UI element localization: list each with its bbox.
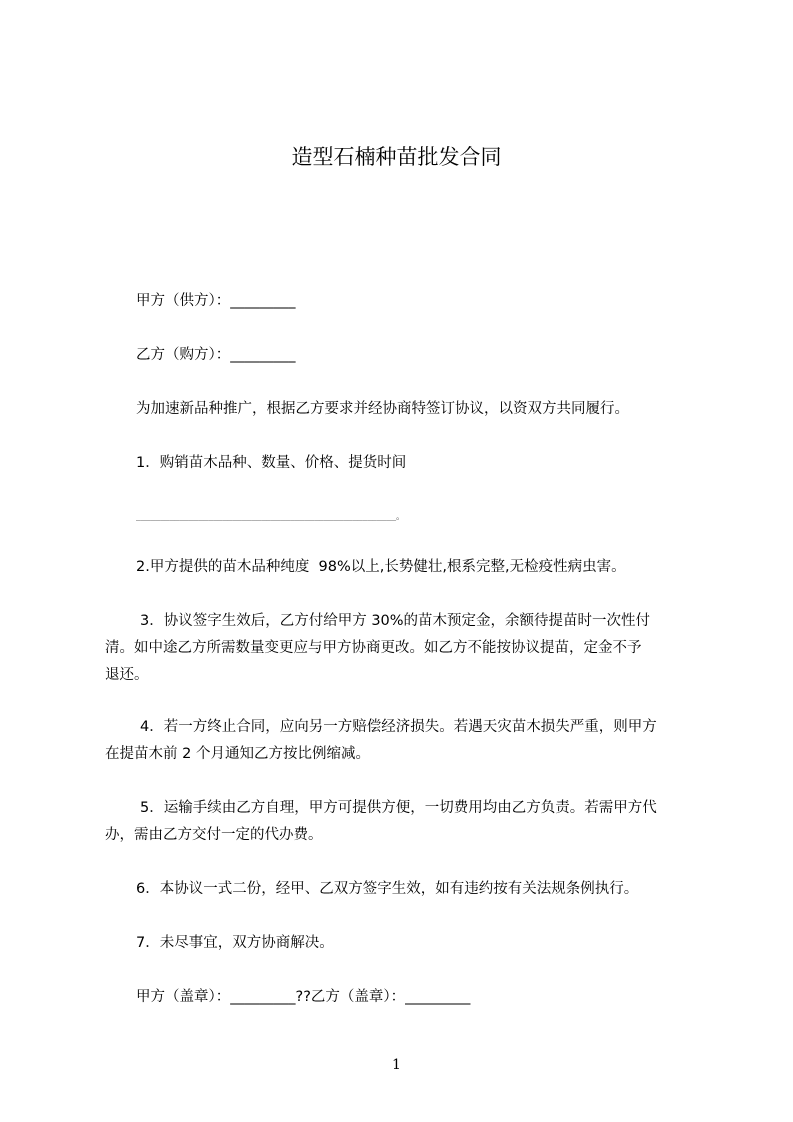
clause-2: 2.甲方提供的苗木品种纯度 98%以上,长势健壮,根系完整,无检疫性病虫害。 — [136, 559, 626, 575]
document-title: 造型石楠种苗批发合同 — [291, 145, 502, 169]
clause-7: 7．未尽事宜，双方协商解决。 — [136, 935, 334, 951]
signature-line: 甲方（盖章）：_________??乙方（盖章）：_________ — [136, 989, 471, 1005]
clause-1-heading: 1．购销苗木品种、数量、价格、提货时间 — [136, 455, 407, 471]
clause-4-line-2: 在提苗木前 2 个月通知乙方按比例缩减。 — [105, 746, 370, 762]
clause-6: 6．本协议一式二份，经甲、乙双方签字生效，如有违约按有关法规条例执行。 — [136, 881, 639, 897]
clause-3-line-2: 清。如中途乙方所需数量变更应与甲方协商更改。如乙方不能按协议提苗，定金不予 — [105, 640, 642, 656]
clause-3-line-1: 3．协议签字生效后，乙方付给甲方 30%的苗木预定金，余额待提苗时一次性付 — [140, 613, 651, 629]
page-number: 1 — [392, 1057, 401, 1073]
clause-5-line-2: 办，需由乙方交付一定的代办费。 — [105, 827, 323, 843]
party-b-line: 乙方（购方）：_________ — [136, 347, 296, 363]
clause-4-line-1: 4．若一方终止合同，应向另一方赔偿经济损失。若遇天灾苗木损失严重，则甲方 — [140, 719, 657, 735]
party-a-line: 甲方（供方）：_________ — [136, 293, 296, 309]
clause-5-line-1: 5．运输手续由乙方自理，甲方可提供方便，一切费用均由乙方负责。若需甲方代 — [140, 800, 657, 816]
clause-3-line-3: 退还。 — [105, 667, 149, 683]
clause-1-blank: ______________________________________________________。 — [136, 512, 405, 521]
intro-paragraph: 为加速新品种推广，根据乙方要求并经协商特签订协议，以资双方共同履行。 — [136, 401, 629, 417]
